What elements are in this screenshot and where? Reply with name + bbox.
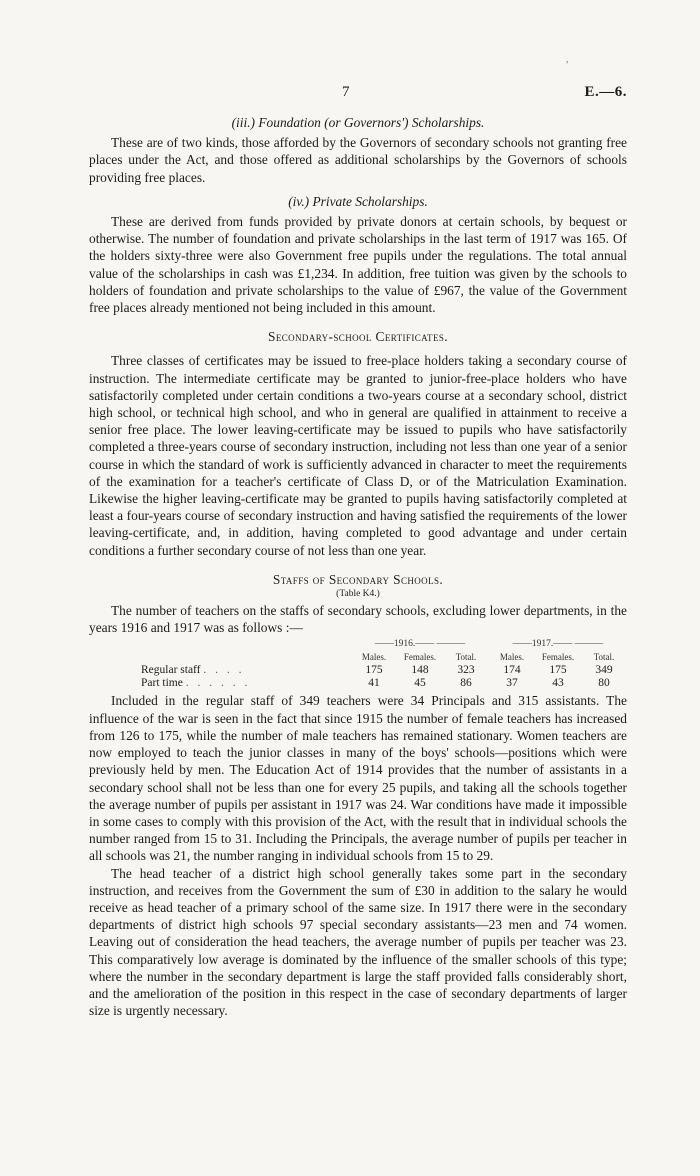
table-cell: 45 [414, 677, 426, 690]
table-cell: 80 [598, 677, 610, 690]
column-header: Females. [541, 652, 575, 663]
table-cell: 174 [503, 664, 521, 677]
row-label: Regular staff [141, 664, 201, 677]
table-row [89, 664, 627, 677]
certificates-paragraph: Three classes of certificates may be issued to free-place holders taking a secondary course of instruction. The intermediate certificate may be granted to junior-free-place holders who have satisfactorily completed under certain conditions a two-years course at a secondary school, district high school, or technical high school, and who in general are qualified in attainment to receive a senior free place. The lower leaving-certificate may be issued to pupils who have satisfactorily completed a three-years course of secondary instruction, including not less than one year of a senior course in which the standard of work is sufficiently advanced in character to meet the requirements of the examination for a teacher's certificate of Class D, or of the Matriculation Examination. Likewise the higher leaving-certificate may be granted to pupils having satisfactorily completed at least a four-years course of secondary instruction and having satisfied the requirements of the lower leaving-certificate, and, in addition, having completed to good advantage and under certain conditions a further secondary course of not less than one year. [89, 353, 627, 558]
staff-table [89, 638, 627, 690]
table-cell: 148 [411, 664, 429, 677]
table-column-header [89, 651, 627, 664]
section-iii-paragraph: These are of two kinds, those afforded by the Governors of secondary schools not granting free places under the Act, and those offered as additional scholarships by the Governors of schools providing free places. [89, 135, 627, 185]
table-cell: 175 [365, 664, 383, 677]
table-year-header [89, 638, 627, 651]
table-cell: 41 [368, 677, 380, 690]
column-header: Total. [455, 652, 477, 663]
scan-mark: , [566, 54, 569, 65]
table-cell: 349 [595, 664, 613, 677]
staffs-paragraph-2: The head teacher of a district high school generally takes some part in the secondary instruction, and receives from the Government the sum of £30 in addition to the salary he would receive as head teacher of a primary school of the same size. In 1917 there were in the secondary departments of district high schools 97 special secondary assistants—23 men and 74 women. Leaving out of consideration the head teachers, the average number of pupils per teacher was 23. This comparatively low average is dominated by the influence of the smaller schools of this type; where the number in the secondary department is large the staff provided falls considerably short, and the amelioration of the position in this respect in the case of secondary departments of larger size is urgently necessary. [89, 865, 627, 1019]
table-cell: 43 [552, 677, 564, 690]
document-body [89, 114, 627, 1019]
dot-leader: . . . . [203, 664, 245, 677]
table-cell: 37 [506, 677, 518, 690]
table-reference: (Table K4.) [336, 589, 380, 600]
column-header: Males. [361, 652, 387, 663]
running-header [89, 84, 627, 104]
column-header: Males. [499, 652, 525, 663]
table-cell: 323 [457, 664, 475, 677]
year-1917-header: ——1917.—— ——— [512, 639, 604, 650]
staffs-intro: The number of teachers on the staffs of secondary schools, excluding lower departments, in the years 1916 and 1917 was as follows :— [89, 603, 627, 636]
section-iv-paragraph: These are derived from funds provided by private donors at certain schools, by bequest or otherwise. The number of foundation and private scholarships in the last term of 1917 was 165. Of the holders sixty-three were also Government free pupils under the regulations. The total annual value of the scholarships in cash was £1,234. In addition, free tuition was given by the schools to holders of foundation and private scholarships to the value of £967, the value of the Government free places already mentioned not being included in this amount. [89, 214, 627, 316]
table-cell: 175 [549, 664, 567, 677]
page-number: 7 [342, 84, 350, 100]
column-header: Females. [403, 652, 437, 663]
table-row [89, 677, 627, 690]
section-iii-title: (iii.) Foundation (or Governors') Scholarships. [231, 115, 485, 130]
year-1916-header: ——1916.—— ——— [374, 639, 466, 650]
section-iv-title: (iv.) Private Scholarships. [288, 193, 428, 209]
row-label: Part time [141, 677, 183, 690]
table-cell: 86 [460, 677, 472, 690]
staffs-heading: Staffs of Secondary Schools. [272, 571, 444, 587]
document-reference: E.—6. [584, 84, 627, 100]
column-header: Total. [593, 652, 615, 663]
staffs-paragraph-1: Included in the regular staff of 349 teachers were 34 Principals and 315 assistants. The influence of the war is seen in the fact that since 1915 the number of female teachers has increased from 126 to 175, while the number of male teachers has remained stationary. Women teachers are now employed to teach the junior classes in many of the boys' schools—positions which were previously held by men. The Education Act of 1914 provides that the number of assistants in a secondary school shall not be less than one for every 25 pupils, and taking all the schools together the average number of pupils per assistant in 1917 was 24. War conditions have made it impossible in some cases to comply with this provision of the Act, with the result that in individual schools the number ranged from 15 to 31. Including the Principals, the average number of pupils per teacher in all schools was 21, the number ranging in individual schools from 15 to 29. [89, 693, 627, 864]
dot-leader: . . . . . . [185, 677, 251, 690]
certificates-heading: Secondary-school Certificates. [267, 329, 448, 345]
